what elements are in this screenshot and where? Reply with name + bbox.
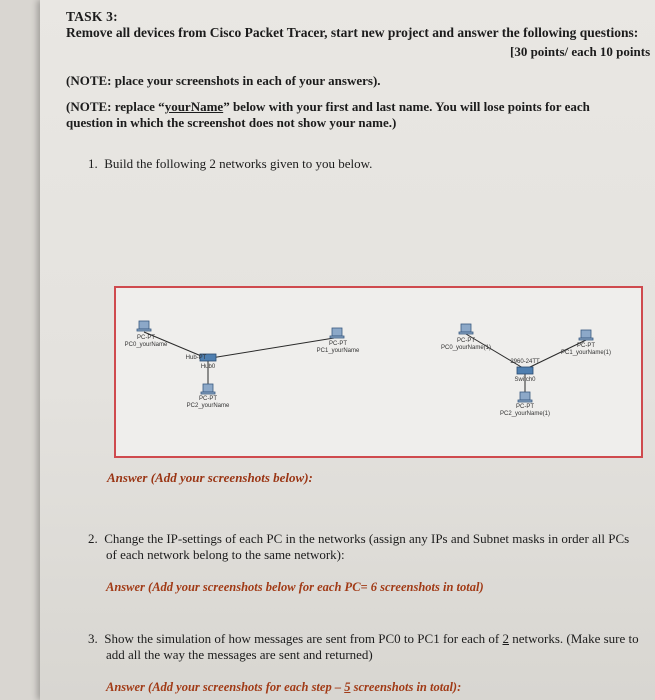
- answer-3-text-b: screenshots in total):: [350, 680, 462, 694]
- pc-icon[interactable]: [201, 384, 215, 394]
- n2-pc0-type: PC-PT: [457, 338, 475, 344]
- n1-hub-name: Hub0: [200, 364, 216, 370]
- points-label: [30 points/ each 10 points: [510, 44, 651, 59]
- pc-icon[interactable]: [137, 321, 151, 331]
- link-pc1-hub: [211, 338, 334, 358]
- n1-pc0-type: PC-PT: [137, 335, 155, 341]
- task-instruction: Remove all devices from Cisco Packet Tracer, start new project and answer the following questions:: [66, 25, 639, 40]
- network1-links: [144, 332, 334, 392]
- document-page: [40, 0, 655, 700]
- answer-2-prompt: Answer (Add your screenshots below for each PC= 6 screenshots in total): [106, 580, 484, 594]
- question-3-line2: add all the way the messages are sent and returned): [106, 647, 373, 662]
- n1-pc0-name: PC0_yourName: [124, 342, 168, 348]
- question-1: [88, 156, 372, 172]
- note-screenshots: (NOTE: place your screenshots in each of your answers).: [66, 73, 381, 88]
- note-prefix: (NOTE: replace “: [66, 99, 165, 114]
- question-2-line2: of each network belong to the same network):: [106, 547, 345, 562]
- question-3-text-b: networks. (Make sure to: [509, 631, 639, 646]
- n1-hub-type: Hub-PT: [185, 355, 207, 361]
- pc-icon[interactable]: [330, 328, 344, 338]
- question-3-network-count: 2: [502, 631, 509, 646]
- question-1-text: Build the following 2 networks given to you below.: [104, 156, 373, 171]
- answer-3-text-a: Answer (Add your screenshots for each step –: [106, 680, 345, 694]
- question-3-text-a: Show the simulation of how messages are sent from PC0 to PC1 for each of: [104, 631, 503, 646]
- n1-pc2-type: PC-PT: [199, 396, 217, 402]
- note-suffix: ” below with your first and last name. You will lose points for each: [223, 99, 590, 114]
- n2-pc2-type: PC-PT: [516, 404, 534, 410]
- n1-pc1-name: PC1_yourName: [316, 348, 360, 354]
- question-2-text: Change the IP-settings of each PC in the networks (assign any IPs and Subnet masks in order all PCs: [104, 531, 630, 546]
- network-diagram-svg: [116, 288, 641, 456]
- task-title: TASK 3:: [66, 9, 118, 24]
- question-3-line1: [88, 631, 639, 647]
- question-1-number: 1.: [88, 156, 98, 171]
- pc-icon[interactable]: [459, 324, 473, 334]
- n2-pc2-name: PC2_yourName(1): [499, 411, 551, 417]
- n2-switch-name: Switch0: [514, 377, 536, 383]
- pc-icon[interactable]: [518, 392, 532, 402]
- question-3-number: 3.: [88, 631, 98, 646]
- your-name-placeholder: yourName: [164, 99, 224, 114]
- question-2-line1: [88, 531, 629, 547]
- question-2-number: 2.: [88, 531, 98, 546]
- note-replace-name-line1: [66, 99, 590, 115]
- switch-icon[interactable]: [517, 367, 533, 374]
- n2-pc1-name: PC1_yourName(1): [560, 350, 612, 356]
- network-diagram: [114, 286, 643, 458]
- n1-pc2-name: PC2_yourName: [186, 403, 230, 409]
- answer-3-prompt: [106, 680, 461, 695]
- n2-switch-type: 2960-24TT: [510, 359, 540, 365]
- n2-pc0-name: PC0_yourName(1): [440, 345, 492, 351]
- answer-1-prompt: Answer (Add your screenshots below):: [107, 470, 313, 485]
- pc-icon[interactable]: [579, 330, 593, 340]
- note-replace-name-line2: question in which the screenshot does not show your name.): [66, 115, 397, 130]
- answer-3-screenshot-count: 5: [344, 680, 351, 694]
- n2-pc1-type: PC-PT: [577, 343, 595, 349]
- n1-pc1-type: PC-PT: [329, 341, 347, 347]
